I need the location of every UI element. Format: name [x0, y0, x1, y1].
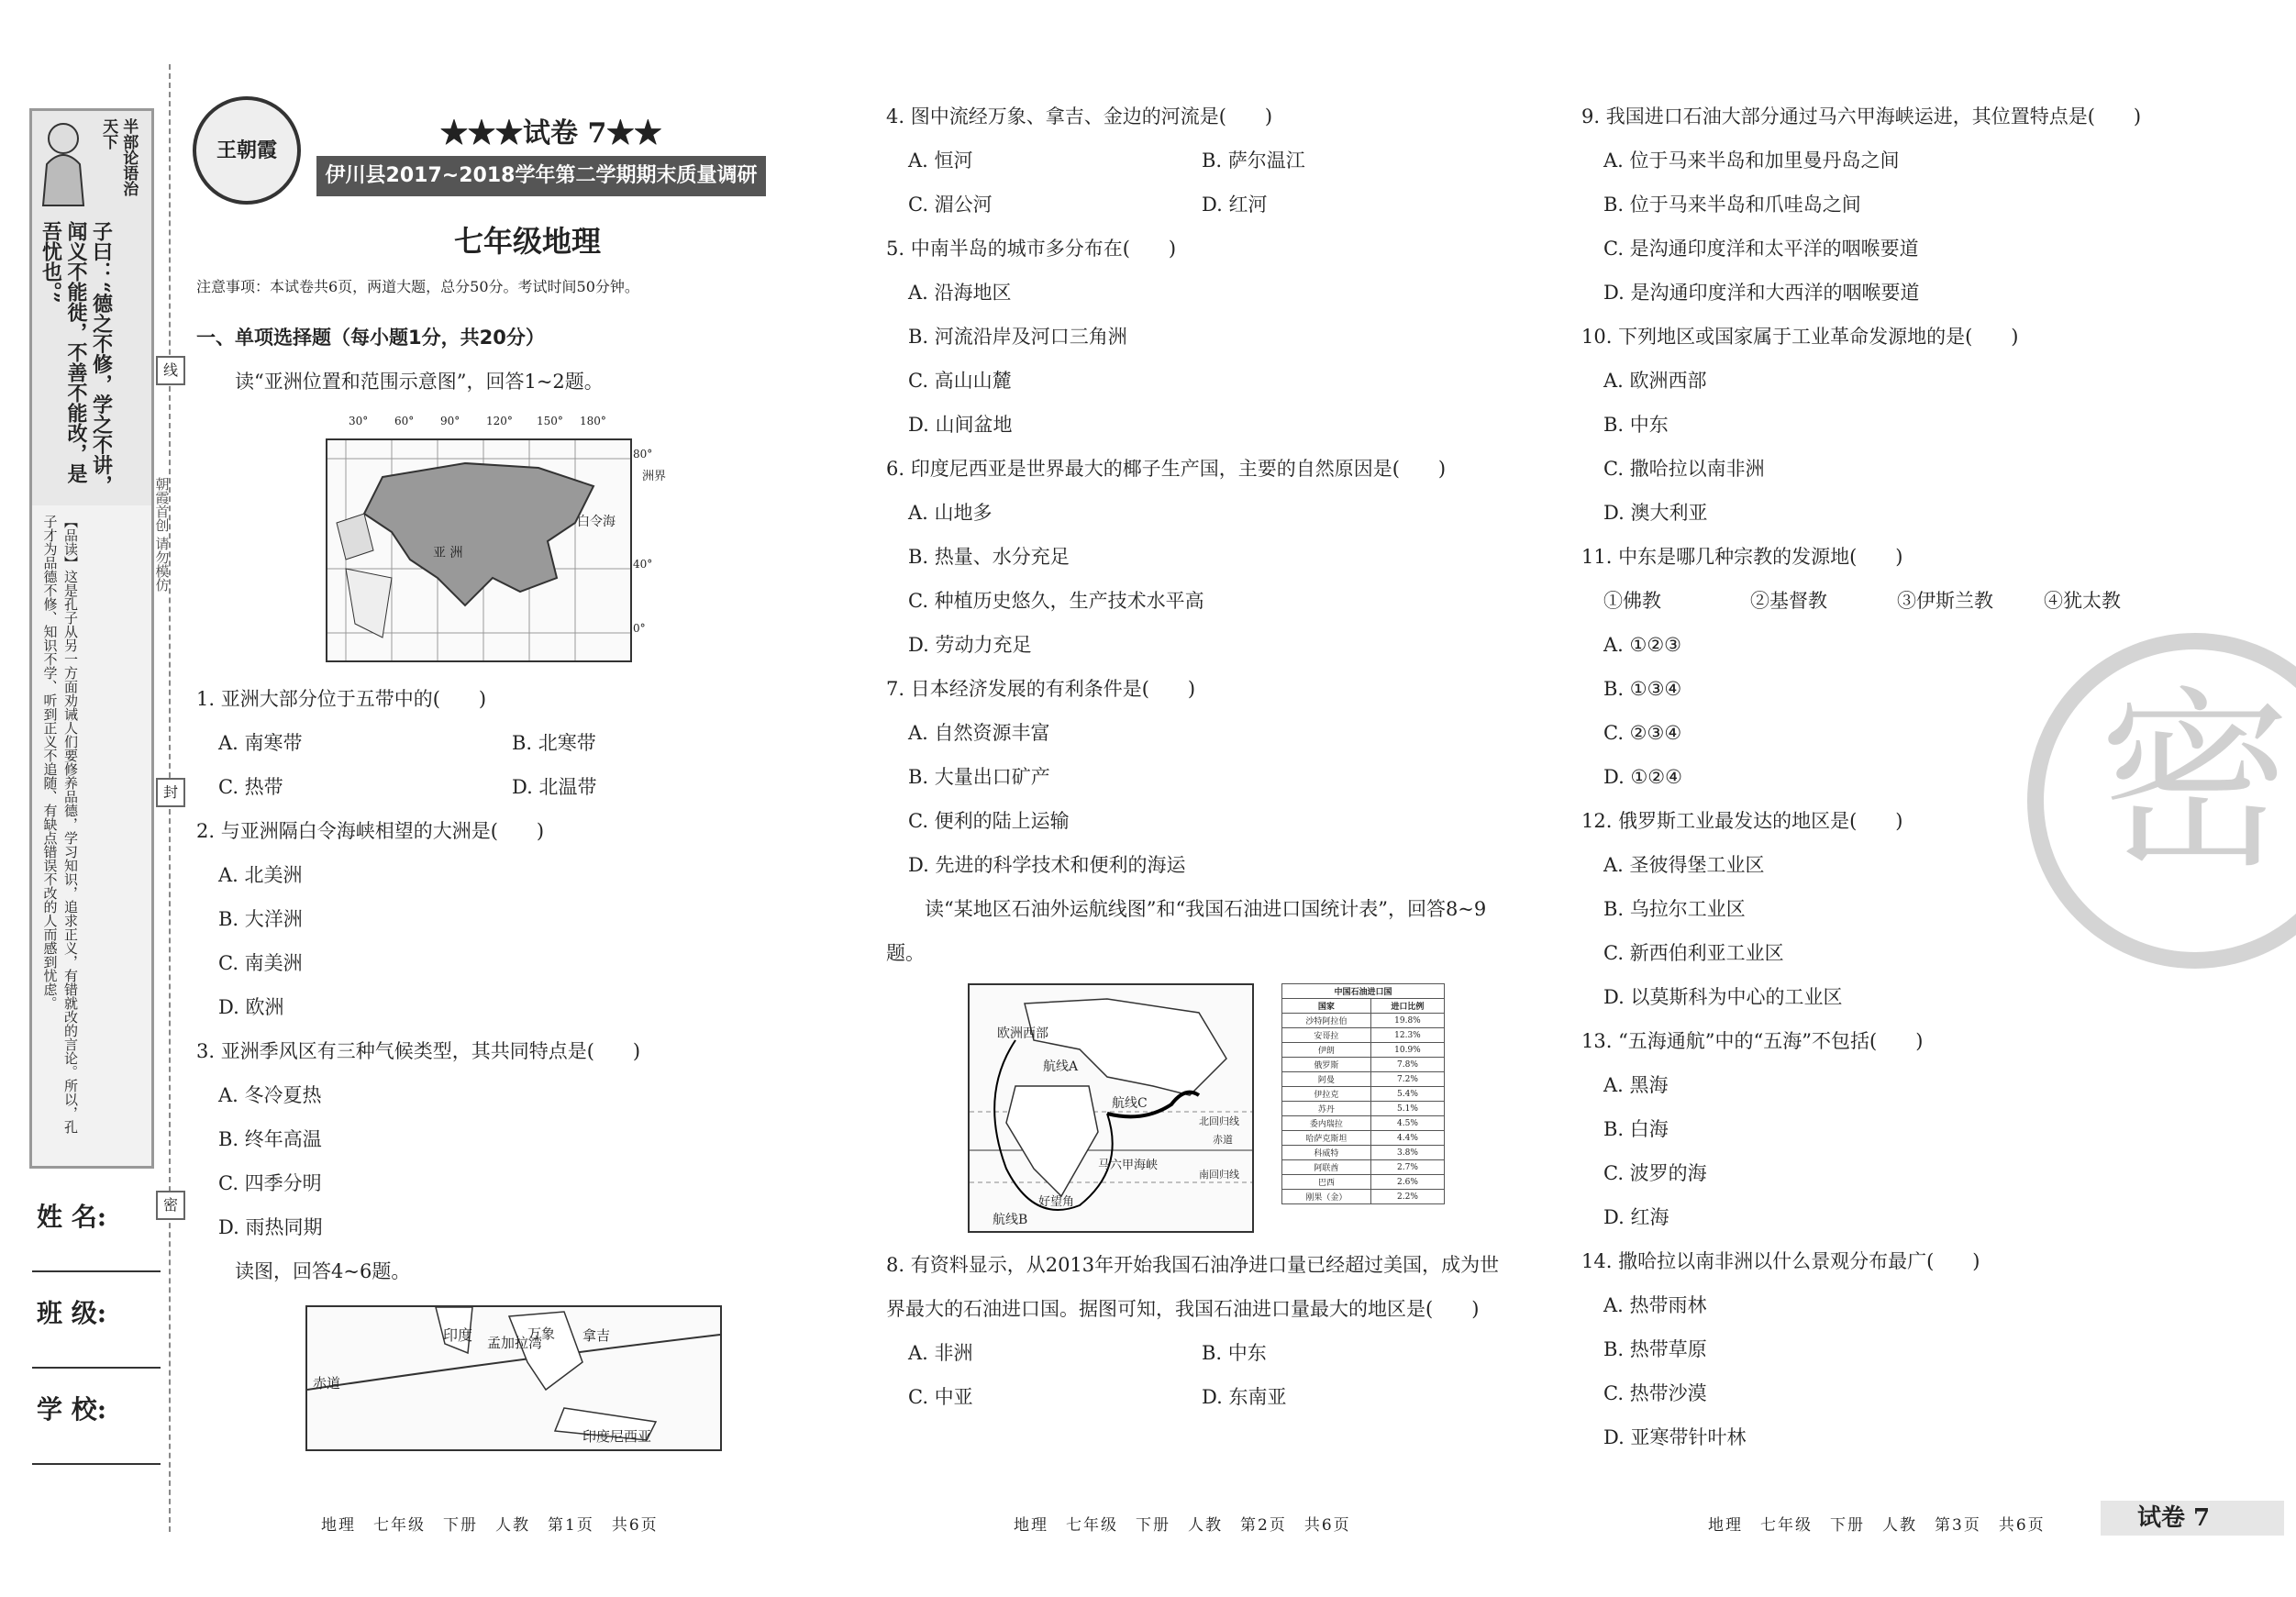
- table-cell: 伊拉克: [1282, 1087, 1371, 1102]
- option[interactable]: A. 圣彼得堡工业区: [1603, 854, 1765, 876]
- option[interactable]: D. 山间盆地: [908, 414, 1013, 436]
- name-label: 姓 名:: [37, 1202, 107, 1232]
- option[interactable]: C. 热带沙漠: [1603, 1382, 1707, 1404]
- q11-item: ③伊斯兰教: [1897, 590, 1993, 612]
- option[interactable]: D. 以莫斯科为中心的工业区: [1603, 986, 1843, 1008]
- lon-label: 150°: [537, 415, 563, 427]
- option[interactable]: C. 撒哈拉以南非洲: [1603, 458, 1765, 480]
- footer-badge: 试卷 7: [2101, 1501, 2284, 1536]
- continent-boundary-legend: 洲界: [642, 470, 667, 483]
- table-cell: 2.6%: [1370, 1175, 1444, 1190]
- option[interactable]: A. ①②③: [1603, 634, 1681, 656]
- option[interactable]: A. 黑海: [1603, 1074, 1669, 1096]
- asia-label: 亚 洲: [433, 546, 463, 560]
- map3-label: 航线B: [993, 1213, 1028, 1227]
- option[interactable]: D. 红海: [1603, 1206, 1669, 1228]
- class-label: 班 级:: [37, 1298, 107, 1328]
- map2-label: 孟加拉湾: [487, 1335, 543, 1351]
- option[interactable]: B. 终年高温: [218, 1128, 322, 1150]
- question-5: 5. 中南半岛的城市多分布在( ): [886, 238, 1177, 260]
- option[interactable]: B. 大量出口矿产: [908, 766, 1050, 788]
- column-2-bottom: [886, 1243, 1510, 1419]
- option[interactable]: C. 新西伯利亚工业区: [1603, 942, 1784, 964]
- option[interactable]: A. 山地多: [908, 502, 993, 524]
- option[interactable]: B. 河流沿岸及河口三角洲: [908, 326, 1127, 348]
- table-cell: 巴西: [1282, 1175, 1371, 1190]
- table-cell: 2.7%: [1370, 1160, 1444, 1175]
- lat-label: 0°: [633, 622, 646, 635]
- table-row: [1282, 1146, 1445, 1160]
- table-cell: 5.4%: [1370, 1087, 1444, 1102]
- table-cell: 7.8%: [1370, 1058, 1444, 1072]
- exam-title: 伊川县2017~2018学年第二学期期末质量调研检测试卷: [316, 156, 766, 196]
- table-row: [1282, 1087, 1445, 1102]
- option[interactable]: B. ①③④: [1603, 678, 1682, 700]
- table-cell: 哈萨克斯坦: [1282, 1131, 1371, 1146]
- option[interactable]: B. 热带草原: [1603, 1338, 1707, 1360]
- option[interactable]: C. 四季分明: [218, 1172, 322, 1194]
- option[interactable]: B. 热量、水分充足: [908, 546, 1070, 568]
- table-cell: 3.8%: [1370, 1146, 1444, 1160]
- lat-label: 80°: [633, 448, 653, 460]
- option[interactable]: D. 先进的科学技术和便利的海运: [908, 854, 1186, 876]
- table-cell: 2.2%: [1370, 1190, 1444, 1204]
- option[interactable]: D. 北温带: [512, 776, 597, 798]
- q11-item: ②基督教: [1750, 590, 1827, 612]
- question-1: 1. 亚洲大部分位于五带中的( ): [196, 688, 487, 710]
- table-cell: 阿曼: [1282, 1072, 1371, 1087]
- map3-label: 航线C: [1112, 1096, 1148, 1111]
- table-row: [1282, 1028, 1445, 1043]
- question-12: 12. 俄罗斯工业最发达的地区是( ): [1581, 810, 1903, 832]
- lon-label: 120°: [486, 415, 513, 427]
- subject-title: 七年级地理: [454, 224, 602, 259]
- table-cell: 阿联酋: [1282, 1160, 1371, 1175]
- column-1: [196, 677, 838, 1293]
- table-row: [1282, 1190, 1445, 1204]
- option[interactable]: A. 位于马来半岛和加里曼丹岛之间: [1603, 150, 1900, 172]
- option[interactable]: C. ②③④: [1603, 722, 1682, 744]
- map3-label: 赤道: [1213, 1134, 1233, 1146]
- table-row: [1282, 1116, 1445, 1131]
- logo-text: 王朝霞: [216, 139, 277, 162]
- table-cell: 俄罗斯: [1282, 1058, 1371, 1072]
- read-intro-2: 读图，回答4~6题。: [235, 1260, 411, 1282]
- option[interactable]: C. 热带: [218, 776, 283, 798]
- option[interactable]: C. 是沟通印度洋和太平洋的咽喉要道: [1603, 238, 1919, 260]
- school-label: 学 校:: [37, 1394, 107, 1425]
- option[interactable]: A. 恒河: [908, 150, 973, 172]
- option[interactable]: C. 湄公河: [908, 194, 993, 216]
- question-14: 14. 撒哈拉以南非洲以什么景观分布最广( ): [1581, 1250, 1980, 1272]
- confucius-quote: 子曰：“德之不修，学之不讲，闻义不能徙，不善不能改，是吾忧也。”: [39, 221, 114, 495]
- table-cell: 4.5%: [1370, 1116, 1444, 1131]
- section-title: 一、单项选择题（每小题1分，共20分）: [196, 327, 545, 349]
- confucius-illustration: [38, 118, 89, 210]
- asia-map: [326, 438, 632, 662]
- question-11: 11. 中东是哪几种宗教的发源地( ): [1581, 546, 1903, 568]
- option[interactable]: D. 东南亚: [1202, 1386, 1287, 1408]
- table-cell: 刚果（金）: [1282, 1190, 1371, 1204]
- option[interactable]: A. 冬冷夏热: [218, 1084, 322, 1106]
- option[interactable]: A. 北美洲: [218, 864, 303, 886]
- map3-label: 好望角: [1038, 1195, 1075, 1209]
- lon-label: 90°: [440, 415, 460, 427]
- map2-label: 印度尼西亚: [582, 1428, 652, 1445]
- map2-label: 拿吉: [582, 1327, 611, 1344]
- map2-label: 印度: [443, 1326, 473, 1344]
- oil-import-table: [1281, 983, 1445, 1204]
- sidebar: [29, 108, 154, 1169]
- question-3: 3. 亚洲季风区有三种气候类型，其共同特点是( ): [196, 1040, 641, 1062]
- option[interactable]: B. 位于马来半岛和爪哇岛之间: [1603, 194, 1861, 216]
- name-line[interactable]: [32, 1270, 161, 1272]
- read-intro-3: 读“某地区石油外运航线图”和“我国石油进口国统计表”，回答8~9题。: [886, 898, 1487, 964]
- option[interactable]: A. 热带雨林: [1603, 1294, 1707, 1316]
- table-row: [1282, 1131, 1445, 1146]
- table-cell: 沙特阿拉伯: [1282, 1014, 1371, 1028]
- option[interactable]: B. 大洋洲: [218, 908, 303, 930]
- option[interactable]: A. 自然资源丰富: [908, 722, 1050, 744]
- option[interactable]: B. 中东: [1202, 1342, 1267, 1364]
- motto-small: 半部论语治天下: [99, 118, 139, 196]
- table-row: [1282, 1102, 1445, 1116]
- read-intro-1: 读“亚洲位置和范围示意图”，回答1~2题。: [235, 371, 604, 393]
- lat-label: 40°: [633, 558, 653, 571]
- table-header: 国家: [1282, 999, 1371, 1014]
- page-footer-2: 地理 七年级 下册 人教 第2页 共6页: [1014, 1516, 1351, 1535]
- option[interactable]: B. 北寒带: [512, 732, 596, 754]
- option[interactable]: C. 南美洲: [218, 952, 303, 974]
- q11-item: ①佛教: [1603, 590, 1661, 612]
- sidebar-quote-panel: [32, 111, 151, 505]
- table-cell: 7.2%: [1370, 1072, 1444, 1087]
- bering-sea-label: 白令海: [577, 515, 616, 529]
- table-row: [1282, 1175, 1445, 1190]
- lon-label: 180°: [580, 415, 606, 427]
- lon-label: 30°: [349, 415, 369, 427]
- oil-import-table-wrap: [1281, 983, 1445, 1204]
- option[interactable]: A. 欧洲西部: [1603, 370, 1707, 392]
- map3-label: 南回归线: [1199, 1169, 1239, 1181]
- page-footer-1: 地理 七年级 下册 人教 第1页 共6页: [321, 1516, 659, 1535]
- question-13: 13. “五海通航”中的“五海”不包括( ): [1581, 1030, 1924, 1052]
- table-row: [1282, 1058, 1445, 1072]
- option[interactable]: C. 便利的陆上运输: [908, 810, 1070, 832]
- table-cell: 12.3%: [1370, 1028, 1444, 1043]
- option[interactable]: D. 是沟通印度洋和大西洋的咽喉要道: [1603, 282, 1920, 304]
- map2-label: 赤道: [313, 1375, 341, 1392]
- map3-label: 马六甲海峡: [1098, 1159, 1159, 1172]
- confidential-stamp: 密: [2027, 633, 2296, 969]
- table-cell: 19.8%: [1370, 1014, 1444, 1028]
- table-cell: 5.1%: [1370, 1102, 1444, 1116]
- reading-note: 【品读】这是孔子从另一方面劝诫人们要修养品德，学习知识，追求正义，有错就改的言论。所以，孔子才为品德不修、知识不学、听到正义不追随、有缺点错误不改的人而感到忧虑。: [41, 515, 79, 1134]
- table-title: 中国石油进口国: [1282, 984, 1445, 999]
- option[interactable]: B. 乌拉尔工业区: [1603, 898, 1746, 920]
- option[interactable]: C. 波罗的海: [1603, 1162, 1707, 1184]
- option[interactable]: C. 中亚: [908, 1386, 973, 1408]
- map3-label: 航线A: [1043, 1059, 1079, 1074]
- southeast-asia-map: [305, 1305, 722, 1451]
- option[interactable]: C. 种植历史悠久，生产技术水平高: [908, 590, 1204, 612]
- option[interactable]: D. 亚寒带针叶林: [1603, 1426, 1747, 1448]
- seal-char-3: 密: [156, 1191, 185, 1220]
- option[interactable]: D. 欧洲: [218, 996, 284, 1018]
- column-2: [886, 94, 1528, 975]
- map2-label: 万象: [527, 1325, 556, 1342]
- question-8: 8. 有资料显示，从2013年开始我国石油净进口量已经超过美国，成为世界最大的石油进口国。据图可知，我国石油进口量最大的地区是( ): [886, 1254, 1500, 1320]
- option[interactable]: D. 红河: [1202, 194, 1268, 216]
- table-cell: 安哥拉: [1282, 1028, 1371, 1043]
- question-6: 6. 印度尼西亚是世界最大的椰子生产国，主要的自然原因是( ): [886, 458, 1447, 480]
- option[interactable]: D. ①②④: [1603, 766, 1682, 788]
- option[interactable]: D. 劳动力充足: [908, 634, 1032, 656]
- option[interactable]: B. 中东: [1603, 414, 1669, 436]
- table-cell: 4.4%: [1370, 1131, 1444, 1146]
- school-line[interactable]: [32, 1463, 161, 1465]
- lon-label: 60°: [394, 415, 415, 427]
- paper-number: ★★★试卷 7★★: [440, 117, 662, 150]
- class-line[interactable]: [32, 1367, 161, 1369]
- table-cell: 委内瑞拉: [1282, 1116, 1371, 1131]
- table-row: [1282, 1072, 1445, 1087]
- question-2: 2. 与亚洲隔白令海峡相望的大洲是( ): [196, 820, 545, 842]
- option[interactable]: C. 高山山麓: [908, 370, 1012, 392]
- copyright-vertical: 朝霞首创 请勿模仿: [153, 477, 171, 592]
- table-cell: 科威特: [1282, 1146, 1371, 1160]
- table-row: [1282, 1014, 1445, 1028]
- map3-label: 欧洲西部: [997, 1026, 1048, 1041]
- option[interactable]: B. 白海: [1603, 1118, 1669, 1140]
- seal-char-1: 线: [156, 356, 185, 385]
- table-header: 进口比例: [1370, 999, 1444, 1014]
- question-4: 4. 图中流经万象、拿吉、金边的河流是( ): [886, 105, 1273, 128]
- option[interactable]: A. 沿海地区: [908, 282, 1012, 304]
- option[interactable]: A. 南寒带: [218, 732, 303, 754]
- logo-badge: [193, 96, 301, 205]
- option[interactable]: A. 非洲: [908, 1342, 973, 1364]
- question-7: 7. 日本经济发展的有利条件是( ): [886, 678, 1196, 700]
- page-footer-3: 地理 七年级 下册 人教 第3页 共6页: [1708, 1516, 2046, 1535]
- table-row: [1282, 1160, 1445, 1175]
- question-9: 9. 我国进口石油大部分通过马六甲海峡运进，其位置特点是( ): [1581, 105, 2142, 128]
- option[interactable]: B. 萨尔温江: [1202, 150, 1305, 172]
- table-cell: 10.9%: [1370, 1043, 1444, 1058]
- map3-label: 北回归线: [1199, 1115, 1239, 1127]
- q11-item: ④犹太教: [2044, 590, 2121, 612]
- question-10: 10. 下列地区或国家属于工业革命发源地的是( ): [1581, 326, 2019, 348]
- table-cell: 苏丹: [1282, 1102, 1371, 1116]
- oil-route-map: [968, 983, 1254, 1233]
- table-cell: 伊朗: [1282, 1043, 1371, 1058]
- option[interactable]: D. 澳大利亚: [1603, 502, 1708, 524]
- seal-char-2: 封: [156, 778, 185, 807]
- notice: 注意事项：本试卷共6页，两道大题，总分50分。考试时间50分钟。: [196, 278, 639, 295]
- q11-items: [1581, 579, 2205, 623]
- table-row: [1282, 1043, 1445, 1058]
- option[interactable]: D. 雨热同期: [218, 1216, 323, 1238]
